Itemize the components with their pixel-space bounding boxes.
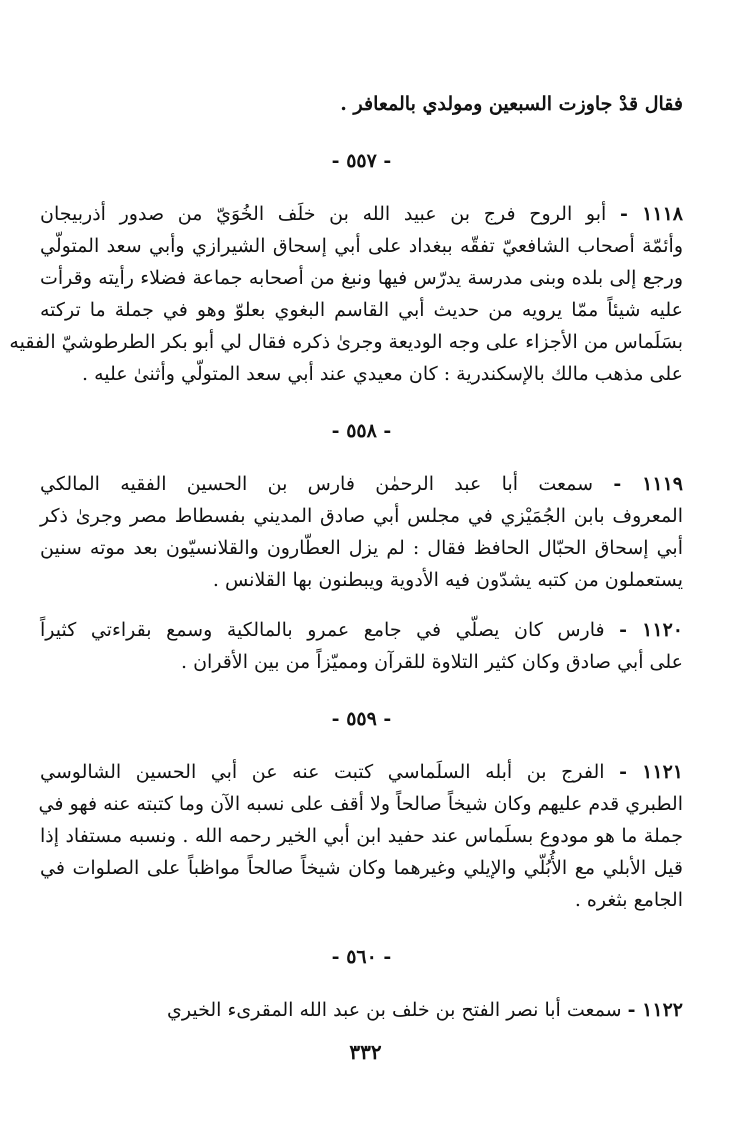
entry-line: ورجع إلى بلده وبنى مدرسة يدرّس فيها ونبغ من أصحابه جماعة فضلاء رأيته وقرأت (40, 267, 683, 289)
entry-line: عليه شيئاً ممّا يرويه من حديث أبي القاسم البغوي بعلوّ وهو في جملة ما تركته (40, 299, 683, 321)
entry-line: المعروف بابن الجُمَيْزي في مجلس أبي صادق المديني بفسطاط مصر وجرىٰ ذكر (40, 505, 683, 527)
entry-line: قيل الأبلي مع الأُبُلّي والإيلي وغيرهما وكان شيخاً صالحاً مواظباً على الصلوات في (40, 857, 683, 879)
entry-line: وأئمّة أصحاب الشافعيّ تفقّه ببغداد على أبي إسحاق الشيرازي وأبي سعد المتولّي (40, 235, 683, 257)
entry-text: فارس كان يصلّي في جامع عمرو بالمالكية وسمع بقراءتي كثيراً (40, 619, 605, 641)
entry-number: ١١٢١ - (619, 761, 683, 783)
entry-line: على مذهب مالك بالإسكندرية : كان معيدي عند أبي سعد المتولّي وأثنىٰ عليه . (82, 363, 683, 385)
entry-line: أبي إسحاق الحبّال الحافظ فقال : لم يزل العطّارون والقلانسيّون بعد موته سنين (40, 537, 683, 559)
entry-line: الجامع بثغره . (574, 889, 683, 911)
entry-1118 (9, 198, 683, 390)
entry-1120 (40, 614, 683, 678)
entry-line: يستعملون من كتبه يشدّون فيه الأدوية ويبطنون بها القلانس . (212, 569, 683, 591)
page-number: ٣٣٢ (349, 1040, 382, 1064)
section-heading: - ٥٥٧ - (331, 150, 392, 172)
entry-text: الفرج بن أبله السلَماسي كتبت عنه عن أبي الحسين الشالوسي (40, 761, 605, 783)
entry-line (40, 468, 683, 500)
section-heading: - ٥٥٩ - (331, 708, 392, 730)
entry-number: ١١٢٠ - (619, 619, 683, 641)
section-heading: - ٥٥٨ - (331, 420, 392, 442)
entry-line (40, 994, 683, 1026)
entry-text: سمعت أبا نصر الفتح بن خلف بن عبد الله المقرىء الخيري (167, 999, 622, 1021)
entry-line (40, 198, 683, 230)
page-body (9, 88, 683, 1026)
section-heading: - ٥٦٠ - (331, 946, 392, 968)
entry-line: على أبي صادق وكان كثير التلاوة للقرآن ومميّزاً من بين الأقران . (181, 651, 683, 673)
entry-line: الطبري قدم عليهم وكان شيخاً صالحاً ولا أقف على نسبه الآن وما كتبته عنه فهو في (38, 793, 683, 815)
entry-number: ١١٢٢ - (627, 999, 683, 1021)
entry-number: ١١١٩ - (613, 473, 683, 495)
entry-line: بسَلَماس من الأجزاء على وجه الوديعة وجرىٰ ذكره فقال لي أبو بكر الطرطوشيّ الفقيه (9, 331, 683, 353)
entry-line (40, 756, 683, 788)
entry-text: أبو الروح فرج بن عبيد الله بن خلَف الخُوَيّ من صدور أذربيجان (40, 203, 607, 225)
opening-line: فقال قدْ جاوزت السبعين ومولدي بالمعافر . (340, 93, 683, 115)
entry-number: ١١١٨ - (620, 203, 683, 225)
entry-1119 (40, 468, 683, 596)
entry-1121 (40, 756, 683, 916)
entry-line (40, 614, 683, 646)
spacer (40, 596, 683, 614)
entry-1122 (40, 994, 683, 1026)
entry-text: سمعت أبا عبد الرحمٰن فارس بن الحسين الفقيه المالكي (40, 473, 594, 495)
entry-line: جملة ما هو مودوع بسلَماس عند حفيد ابن أبي الخير رحمه الله . ونسبه مستفاد إذا (40, 825, 683, 847)
